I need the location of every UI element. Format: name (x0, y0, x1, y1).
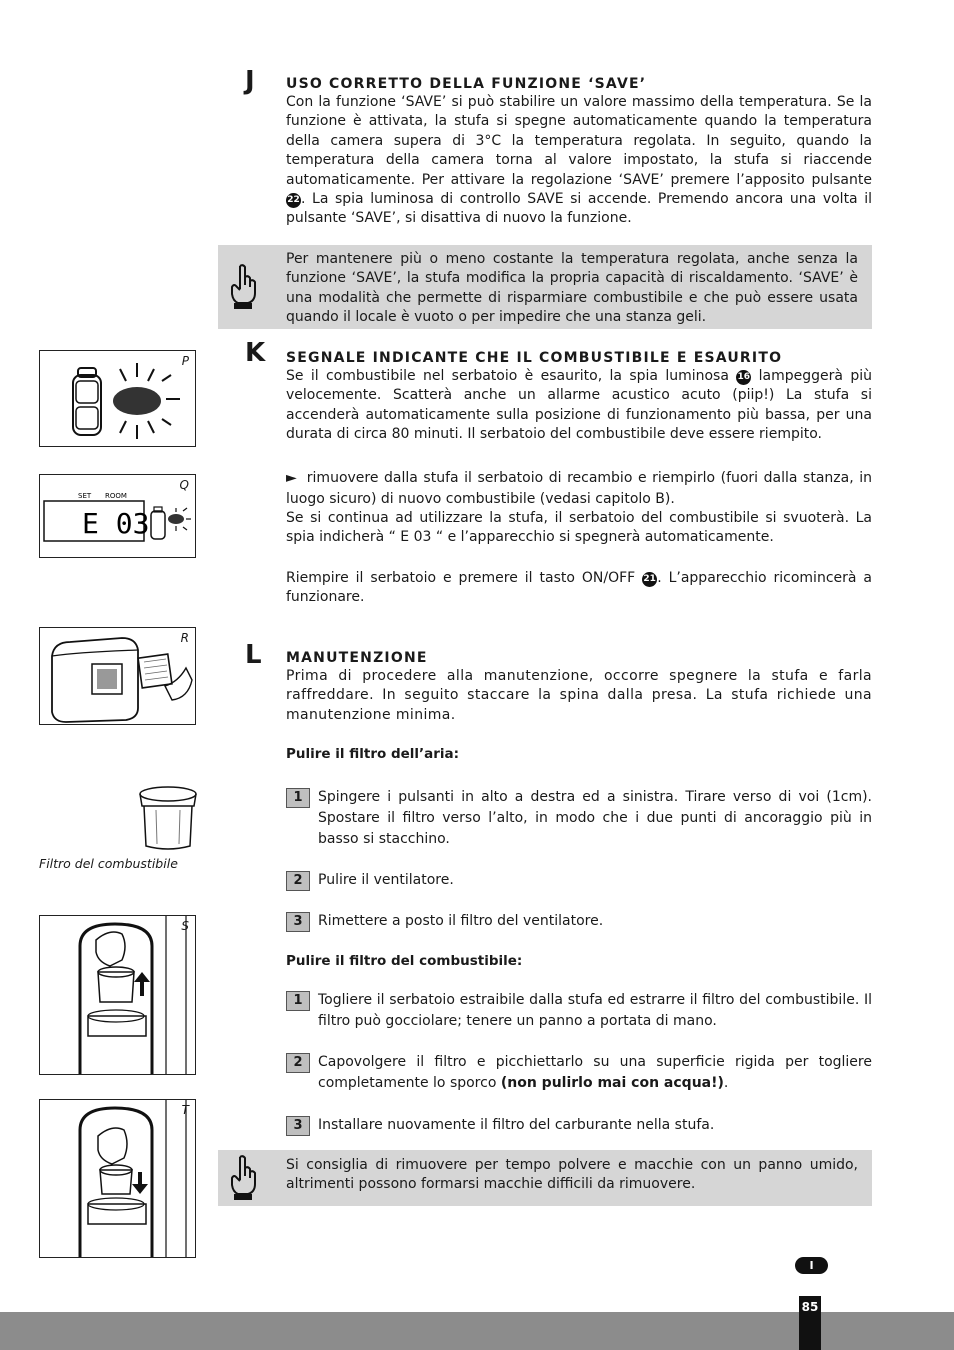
figure-p (39, 350, 196, 447)
bullet-text: rimuovere dalla stufa il serbatoio di recambio e riempirlo (fuori dalla stanza, in luogo sicuro) di nuovo combustibile (vedasi capitolo B). (286, 470, 872, 507)
note-text-save: Per mantenere più o meno costante la temperatura regolata, anche senza la funzione ‘SAVE’, la stufa modifica la propria capacità di riscaldamento. ‘SAVE’ è una modalità che permette di risparmiare combustibile e che può essere usata quando il locale è vuoto o per impedire che una stanza geli. (286, 251, 858, 326)
save-text-a: Con la funzione ‘SAVE’ si può stabilire un valore massimo della temperatura. Se la funzione è attivata, la stufa si spegne automaticamente quando la temperatura della camera supera di 3°C la temperatura regolata. In seguito, quando la temperatura della camera torna al valore impostato, la stufa si riaccende automaticamente. Per attivare la regolazione ‘SAVE’ premere l’apposito pulsante (286, 94, 872, 188)
step-number: 2 (286, 1053, 310, 1073)
ref-16-icon: 16 (736, 370, 751, 385)
fuel-text-a: Se il combustibile nel serbatoio è esaurito, la spia luminosa (286, 368, 729, 384)
step-number: 1 (286, 991, 310, 1011)
save-text-b: . La spia luminosa di controllo SAVE si accende. Premendo ancora una volta il pulsante ‘SAVE’, si disattiva di nuovo la funzione. (286, 191, 872, 227)
step-number: 3 (286, 1116, 310, 1136)
fuel-text-b: lampeggerà più velocemente. Scatterà anche un allarme acustico acuto (piip!) La stufa si accenderà automaticamente sulla posizione di funzionamento più bassa, per una durata di circa 80 minuti. Il serbatoio del combustibile deve essere riempito. (286, 368, 872, 443)
section-heading-save: USO CORRETTO DELLA FUNZIONE ‘SAVE’ (286, 76, 647, 92)
display-room-label: ROOM (105, 492, 127, 500)
e03-display-illustration (40, 475, 195, 557)
step-text: Rimettere a posto il filtro del ventilatore. (318, 913, 604, 929)
figure-q (39, 474, 196, 558)
fuel-warning-light-illustration (40, 351, 195, 446)
figure-label: T (181, 1103, 189, 1117)
fuel-empty-paragraph (286, 367, 872, 445)
note-box-save (218, 245, 872, 329)
ref-21-icon: 21 (642, 572, 657, 587)
restart-text-b: . L’apparecchio ricomincerà a funzionare. (286, 570, 873, 606)
restart-text-a: Riempire il serbatoio e premere il tasto ON/OFF (286, 570, 636, 586)
pointing-hand-icon (228, 263, 258, 311)
step-text-b: . (723, 1075, 729, 1091)
maintenance-intro: Prima di procedere alla manutenzione, occorre spegnere la stufa e farla raffreddare. In seguito staccare la spina dalla presa. La stufa richiede una manutenzione minima. (286, 668, 872, 723)
step-text (318, 1052, 872, 1094)
section-letter-k: K (245, 338, 266, 368)
display-set-label: SET (78, 492, 92, 500)
step-text-bold: (non pulirlo mai con acqua!) (500, 1075, 724, 1091)
step-text: Togliere il serbatoio estraibile dalla stufa ed estrarre il filtro del combustibile. Il filtro può gocciolare; tenere un panno a portata di mano. (318, 992, 872, 1029)
figure-label: P (181, 354, 189, 368)
step-number: 2 (286, 871, 310, 891)
bullet-arrow-icon: ► (286, 470, 297, 486)
air-filter-removal-illustration (40, 628, 195, 724)
page-number: 85 (799, 1296, 821, 1350)
pointing-hand-icon (228, 1154, 258, 1202)
ref-22-icon: 22 (286, 193, 301, 208)
step-text: Installare nuovamente il filtro del carburante nella stufa. (318, 1117, 715, 1133)
fuel-filter-caption: Filtro del combustibile (39, 856, 178, 871)
save-paragraph (286, 93, 872, 229)
figure-label: S (181, 919, 189, 933)
language-badge: I (795, 1257, 828, 1274)
refill-bullet (286, 468, 872, 510)
figure-s (39, 915, 196, 1075)
section-letter-j: J (245, 66, 255, 96)
air-filter-title: Pulire il filtro dell’aria: (286, 746, 460, 762)
step-number: 3 (286, 912, 310, 932)
step-text-a: Capovolgere il filtro e picchiettarlo su una superficie rigida per togliere completamente lo sporco (318, 1054, 872, 1091)
section-letter-l: L (245, 640, 262, 670)
figure-label: R (180, 631, 189, 645)
fuel-filter-insert-illustration (40, 1100, 195, 1257)
display-code: E 03 (82, 507, 150, 540)
e03-paragraph: Se si continua ad utilizzare la stufa, il serbatoio del combustibile si svuoterà. La spia indicherà “ E 03 “ e l’apparecchio si spegnerà automaticamente. (286, 510, 872, 546)
note-text-cleaning: Si consiglia di rimuovere per tempo polvere e macchie con un panno umido, altrimenti possono formarsi macchie difficili da rimuovere. (286, 1157, 858, 1193)
fuel-filter-title: Pulire il filtro del combustibile: (286, 953, 523, 969)
section-heading-fuel-empty: SEGNALE INDICANTE CHE IL COMBUSTIBILE E ESAURITO (286, 350, 783, 366)
note-box-cleaning (218, 1150, 872, 1206)
figure-label: Q (179, 478, 189, 492)
fuel-filter-lift-illustration (40, 916, 195, 1074)
section-heading-maintenance: MANUTENZIONE (286, 650, 428, 666)
figure-t (39, 1099, 196, 1258)
restart-paragraph (286, 569, 872, 608)
step-number: 1 (286, 788, 310, 808)
fuel-filter-illustration (136, 784, 200, 852)
figure-r (39, 627, 196, 725)
step-text: Spingere i pulsanti in alto a destra ed a sinistra. Tirare verso di voi (1cm). Spostare il filtro verso l’alto, in modo che i due punti di ancoraggio più in basso si stacchino. (318, 789, 872, 847)
step-text: Pulire il ventilatore. (318, 872, 454, 888)
